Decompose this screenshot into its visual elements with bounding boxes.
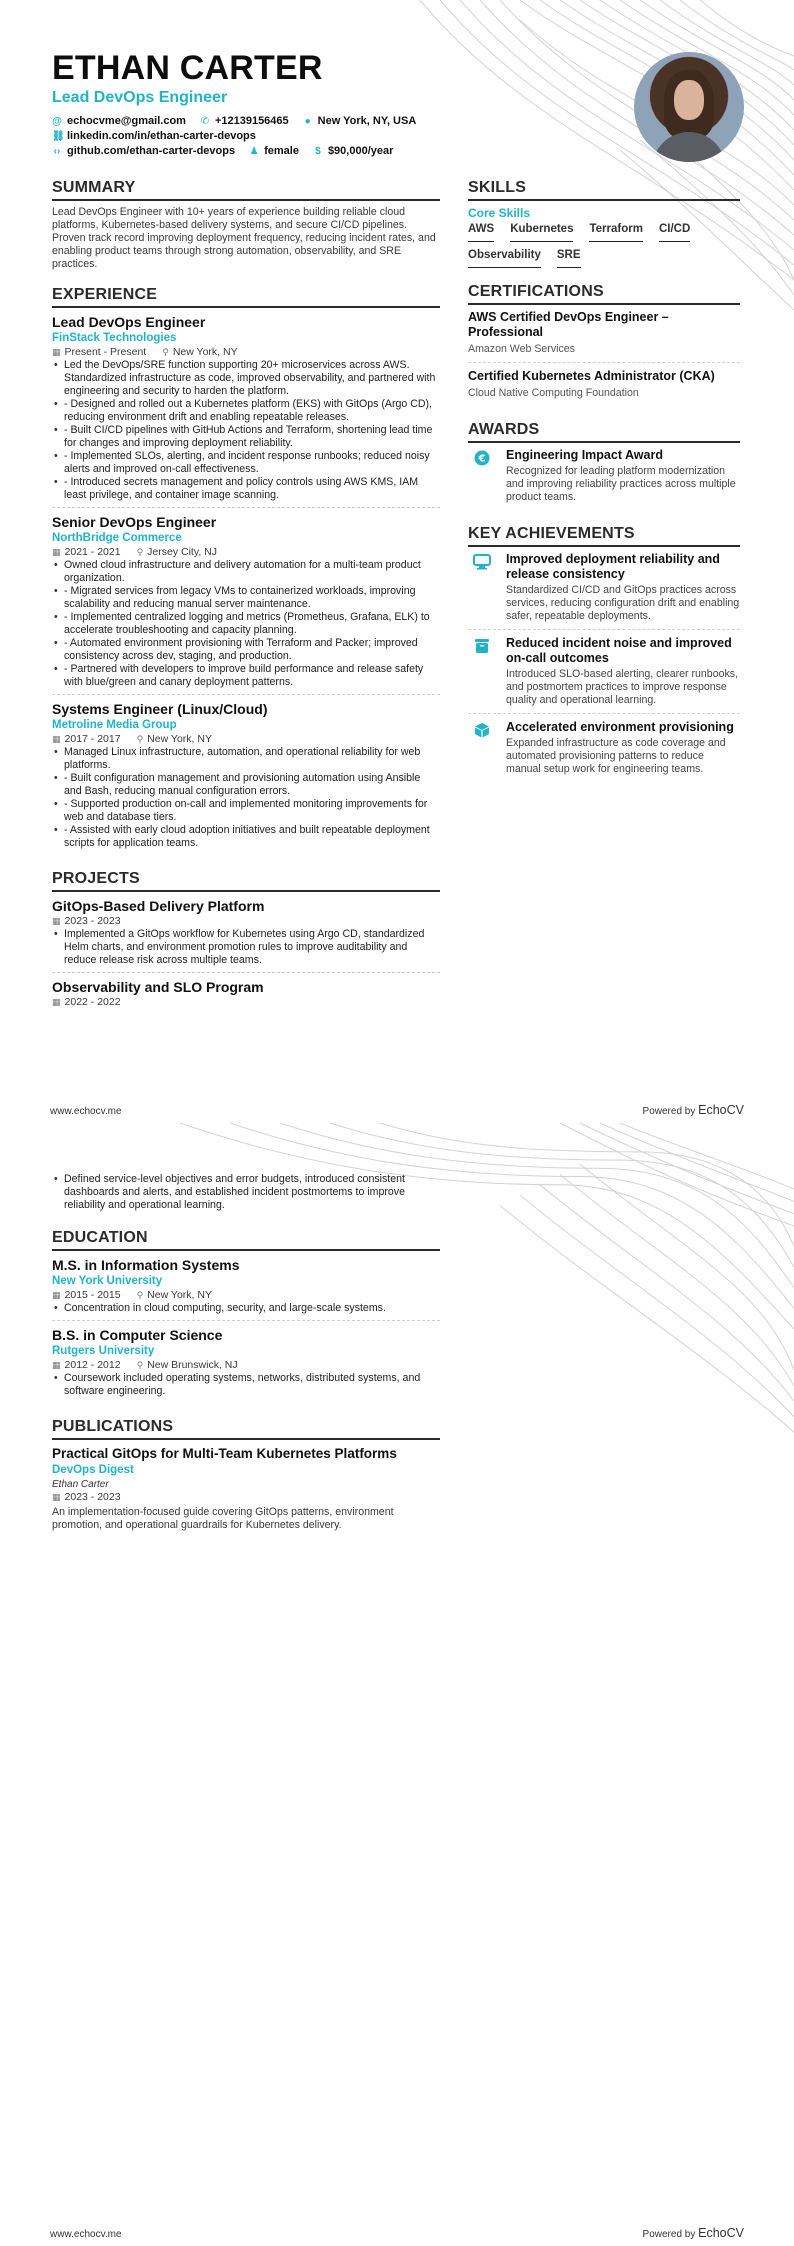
project-meta [52,915,440,928]
education-entry [52,1326,440,1403]
achievement-entry [468,636,740,714]
candidate-name: ETHAN CARTER [52,49,323,87]
resume-header [52,50,612,159]
salary-text: $90,000/year [327,145,394,157]
archive-box-icon [468,636,496,707]
footer-powered-by [643,2226,744,2240]
job-title: Lead DevOps Engineer [52,314,206,330]
section-title-certifications: CERTIFICATIONS [468,282,740,305]
section-title-publications: PUBLICATIONS [52,1417,440,1440]
achievement-name: Reduced incident noise and improved on-call outcomes [506,636,732,665]
bullet-item: • - Automated environment provisioning with Terraform and Packer; improved consistency across dev, staging, and production. [52,637,440,663]
certification-entry [468,369,740,406]
project-dates: 2022 - 2022 [64,996,121,1008]
job-bullets [52,559,440,689]
section-title-achievements: KEY ACHIEVEMENTS [468,524,740,547]
code-icon: ‹› [53,146,61,157]
resume-page-2 [0,1123,794,2246]
footer-powered-by [643,1103,744,1117]
calendar-icon: ▦ [52,1360,61,1370]
bullet-item: • Defined service-level objectives and error budgets, introduced consistent dashboards and alerts, and established incident postmortems to improve reliability and operational learning. [52,1173,440,1212]
bullet-item: • - Supported production on-call and implemented monitoring improvements for web and database tiers. [52,798,440,824]
project-bullets-continued [52,1173,440,1212]
certification-issuer: Amazon Web Services [468,343,575,355]
map-pin-icon: ⚲ [136,1290,144,1300]
page-footer [50,1103,744,1117]
achievement-description: Introduced SLO-based alerting, clearer runbooks, and postmortem practices to improve response quality and operational learning. [506,668,739,706]
job-meta [52,346,440,359]
job-meta [52,733,440,746]
job-dates: 2017 - 2017 [64,733,121,745]
footer-brand[interactable]: EchoCV [698,1103,744,1117]
skill-tag: AWS [468,222,494,242]
section-title-experience: EXPERIENCE [52,285,440,308]
publication-description: An implementation-focused guide covering GitOps patterns, environment promotion, and operational guardrails for Kubernetes delivery. [52,1506,394,1531]
linkedin-text: linkedin.com/in/ethan-carter-devops [67,130,256,142]
certifications-section [468,282,740,406]
achievement-name: Accelerated environment provisioning [506,720,734,734]
job-title: Senior DevOps Engineer [52,514,217,530]
photo-suit-shape [652,132,726,162]
map-pin-icon: ⚲ [136,547,144,557]
dollar-icon: $ [315,146,321,157]
job-title: Systems Engineer (Linux/Cloud) [52,701,268,717]
email-text: echocvme@gmail.com [67,115,186,127]
calendar-icon: ▦ [52,997,61,1007]
company-name: NorthBridge Commerce [52,532,182,544]
school-name: Rutgers University [52,1345,155,1357]
bullet-item: • - Built configuration management and provisioning automation using Ansible and Bash, reducing manual configuration errors. [52,772,440,798]
project-name: GitOps-Based Delivery Platform [52,898,265,914]
location-text: New York, NY, USA [317,115,417,127]
map-pin-icon: ⚲ [162,347,169,357]
project-entry [52,978,440,1014]
at-icon: @ [52,116,62,127]
calendar-icon: ▦ [52,347,61,357]
achievement-entry [468,720,740,782]
contact-email[interactable] [52,114,186,129]
powered-prefix: Powered by [642,2229,696,2240]
contact-github[interactable] [52,144,235,159]
svg-text:€: € [478,453,486,465]
project-meta [52,996,440,1009]
education-location: New Brunswick, NJ [147,1359,238,1371]
experience-section [52,285,440,855]
skill-tags [468,222,740,268]
skill-tag: Observability [468,248,541,268]
left-column [52,178,440,1028]
phone-text: +12139156465 [214,115,289,127]
certification-issuer: Cloud Native Computing Foundation [468,387,639,399]
photo-face-shape [674,80,704,120]
skill-tag: Terraform [589,222,642,242]
education-bullets [52,1302,440,1315]
awards-section [468,420,740,510]
job-location: Jersey City, NJ [147,546,217,558]
calendar-icon: ▦ [52,1492,61,1502]
publication-publisher: DevOps Digest [52,1464,134,1476]
bullet-item: • - Implemented centralized logging and metrics (Prometheus, Grafana, ELK) to accelerate troubleshooting and capacity planning. [52,611,440,637]
award-description: Recognized for leading platform modernization and improving reliability practices across multiple product teams. [506,465,736,503]
skill-tag: SRE [557,248,581,268]
contact-salary [313,144,393,159]
euro-coin-icon [468,448,496,504]
experience-entry [52,313,440,508]
bullet-item: • Managed Linux infrastructure, automation, and operational reliability for web platforms. [52,746,440,772]
calendar-icon: ▦ [52,916,61,926]
skill-group-label: Core Skills [468,206,531,220]
footer-brand[interactable]: EchoCV [698,2226,744,2240]
candidate-title: Lead DevOps Engineer [52,89,228,106]
github-text: github.com/ethan-carter-devops [67,145,236,157]
powered-prefix: Powered by [642,1106,696,1117]
contact-info [52,114,612,159]
bullet-item: • Concentration in cloud computing, security, and large-scale systems. [52,1302,440,1315]
bullet-item: • - Introduced secrets management and policy controls using AWS KMS, IAM least privilege, and container image scanning. [52,476,440,502]
publication-author: Ethan Carter [52,1479,109,1490]
education-dates: 2012 - 2012 [64,1359,121,1371]
calendar-icon: ▦ [52,547,61,557]
education-meta [52,1289,440,1302]
achievements-section [468,524,740,782]
company-name: FinStack Technologies [52,332,177,344]
achievement-name: Improved deployment reliability and release consistency [506,552,720,581]
degree-name: B.S. in Computer Science [52,1327,223,1343]
cube-icon [468,720,496,776]
achievement-entry [468,552,740,630]
section-title-skills: SKILLS [468,178,740,201]
calendar-icon: ▦ [52,1290,61,1300]
bullet-item: • - Designed and rolled out a Kubernetes platform (EKS) with GitOps (Argo CD), reducing environment drift and enabling repeatable releases. [52,398,440,424]
page-footer [50,2226,744,2240]
award-entry [468,448,740,510]
contact-gender [249,144,299,159]
award-name: Engineering Impact Award [506,448,663,462]
link-icon: ⛓ [52,131,65,142]
company-name: Metroline Media Group [52,719,177,731]
bullet-item: • - Implemented SLOs, alerting, and incident response runbooks; reduced noisy alerts and improved on-call effectiveness. [52,450,440,476]
skills-section [468,178,740,268]
degree-name: M.S. in Information Systems [52,1257,240,1273]
skill-tag: Kubernetes [510,222,573,242]
education-meta [52,1359,440,1372]
project-name: Observability and SLO Program [52,979,264,995]
job-location: New York, NY [147,733,212,745]
page2-left-column [52,1173,440,1551]
education-entry [52,1256,440,1321]
job-bullets [52,746,440,850]
contact-linkedin[interactable] [52,129,256,144]
job-location: New York, NY [172,346,238,358]
contact-location [303,114,417,129]
footer-website-link[interactable]: www.echocv.me [50,2229,122,2240]
skill-tag: CI/CD [659,222,690,242]
job-dates: Present - Present [64,346,147,358]
projects-section [52,869,440,1014]
publication-meta [52,1491,440,1504]
monitor-icon [468,552,496,623]
phone-icon: ✆ [200,116,210,127]
education-dates: 2015 - 2015 [64,1289,121,1301]
education-location: New York, NY [147,1289,212,1301]
project-bullets [52,928,440,967]
map-pin-icon: ⚲ [136,1360,144,1370]
section-title-awards: AWARDS [468,420,740,443]
bullet-item: • - Migrated services from legacy VMs to containerized workloads, improving scalability and reducing manual server maintenance. [52,585,440,611]
section-title-education: EDUCATION [52,1228,440,1251]
achievement-description: Standardized CI/CD and GitOps practices across services, reducing configuration drift and enabling safer, repeatable deployments. [506,584,740,622]
contact-phone[interactable] [200,114,289,129]
school-name: New York University [52,1275,163,1287]
section-title-summary: SUMMARY [52,178,440,201]
experience-entry [52,700,440,855]
certification-name: AWS Certified DevOps Engineer – Professional [468,310,669,339]
publication-dates: 2023 - 2023 [64,1491,121,1503]
map-pin-icon: ● [304,116,311,127]
experience-entry [52,513,440,695]
bullet-item: • Implemented a GitOps workflow for Kubernetes using Argo CD, standardized Helm charts, and environment promotion rules to improve auditability and reduce release risk across multiple teams. [52,928,440,967]
bullet-item: • Owned cloud infrastructure and delivery automation for a multi-team product organization. [52,559,440,585]
job-bullets [52,359,440,502]
summary-text: Lead DevOps Engineer with 10+ years of experience building reliable cloud platforms, Kubernetes-based delivery systems, and secure CI/CD pipelines. Proven track record improving deployment frequency, reducing incident rates, and enabling product teams through strong automation, observability, and SRE practices. [52,206,436,270]
certification-name: Certified Kubernetes Administrator (CKA) [468,369,715,383]
job-meta [52,546,440,559]
bullet-item: • - Assisted with early cloud adoption initiatives and built repeatable deployment scripts for application teams. [52,824,440,850]
bullet-item: • - Partnered with developers to improve build performance and release safety with blue/green and canary deployment patterns. [52,663,440,689]
right-column [468,178,740,796]
section-title-projects: PROJECTS [52,869,440,892]
publication-entry [52,1445,440,1537]
project-entry [52,897,440,973]
map-pin-icon: ⚲ [136,734,144,744]
bullet-item: • - Built CI/CD pipelines with GitHub Actions and Terraform, shortening lead time for changes and improving deployment reliability. [52,424,440,450]
gender-text: female [264,145,299,157]
footer-website-link[interactable]: www.echocv.me [50,1106,122,1117]
profile-photo [634,52,744,162]
person-icon: ♟ [249,146,259,157]
publications-section [52,1417,440,1537]
project-dates: 2023 - 2023 [64,915,121,927]
publication-title: Practical GitOps for Multi-Team Kubernetes Platforms [52,1446,397,1461]
job-dates: 2021 - 2021 [64,546,121,558]
education-section [52,1228,440,1403]
bullet-item: • Coursework included operating systems, networks, distributed systems, and software engineering. [52,1372,440,1398]
certification-entry [468,310,740,363]
achievement-description: Expanded infrastructure as code coverage and automated provisioning patterns to reduce manual setup work for engineering teams. [506,737,726,775]
calendar-icon: ▦ [52,734,61,744]
summary-section [52,178,440,271]
bullet-item: • Led the DevOps/SRE function supporting 20+ microservices across AWS. Standardized infrastructure as code, improved observability, and partnered with engineering and security to harden the platform. [52,359,440,398]
education-bullets [52,1372,440,1398]
